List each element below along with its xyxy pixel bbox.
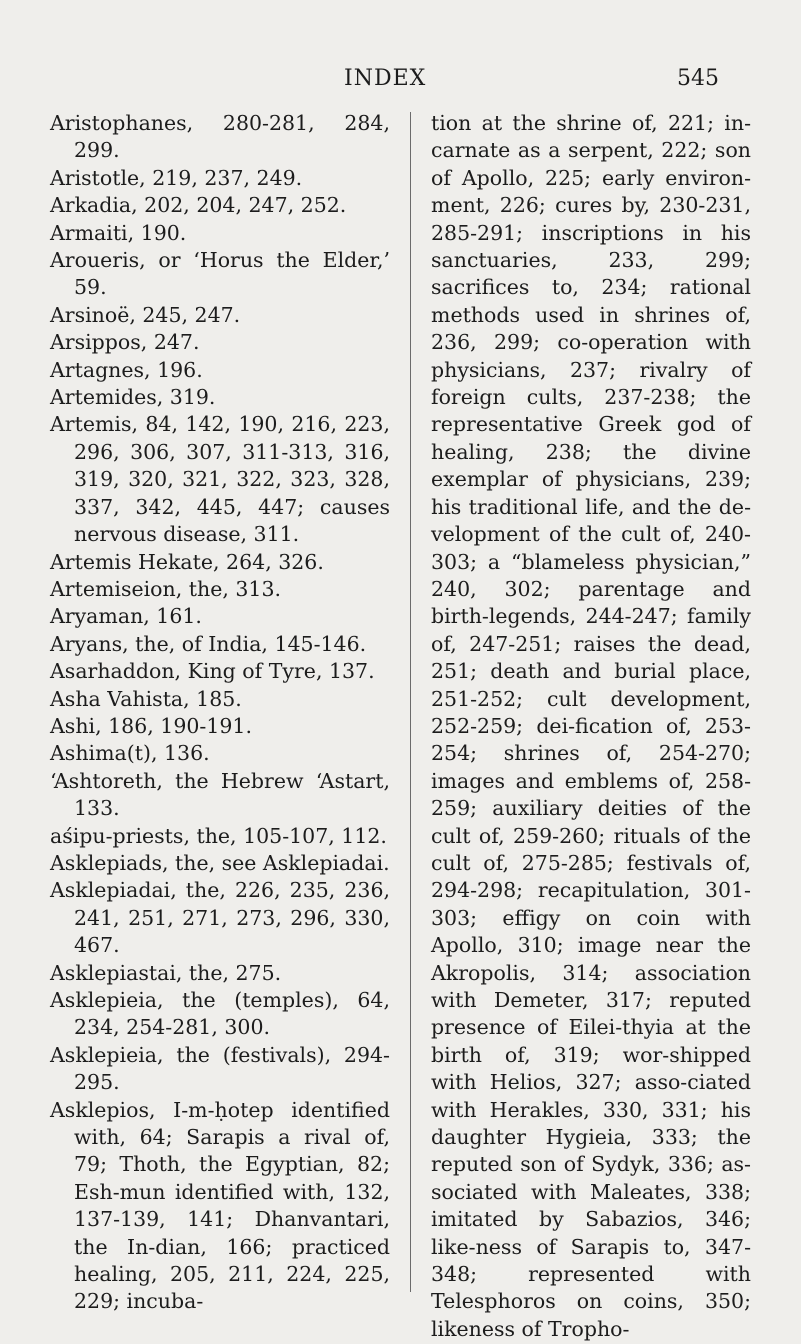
index-entry-continuation: tion at the shrine of, 221; in-carnate as a serpent, 222; son of Apollo, 225; early environ-ment, 226; cures by, 230-231, 285-291; inscriptions in his sanctuaries, 233, 299; sacrifices to, 234; rational methods used in shrines of, 236, 299; co-operation with physicians, 237; rivalry of foreign cults, 237-238; the representative Greek god of healing, 238; the divine exemplar of physicians, 239; his traditional life, and the de-velopment of the cult of, 240-303; a “blameless physician,” 240, 302; parentage and birth-legends, 244-247; family of, 247-251; raises the dead, 251; death and burial place, 251-252; cult development, 252-259; dei-fication of, 253-254; shrines of, 254-270; images and emblems of, 258-259; auxiliary deities of the cult of, 259-260; rituals of the cult of, 275-285; festivals of, 294-298; recapitulation, 301-303; effigy on coin with Apollo, 310; image near the Akropolis, 314; association with Demeter, 317; reputed presence of Eilei-thyia at the birth of, 319; wor-shipped with Helios, 327; asso-ciated with Herakles, 330, 331; his daughter Hygieia, 333; the reputed son of Sydyk, 336; as-sociated with Maleates, 338; imitated by Sabazios, 346; like-ness of Sarapis to, 347-348; represented with Telesphoros on coins, 350; likeness of Tropho- (431, 111, 751, 1341)
index-entry: Asarhaddon, King of Tyre, 137. (50, 659, 375, 684)
index-right-column (431, 110, 751, 1343)
index-entry: Artemides, 319. (50, 385, 216, 410)
index-entry: Ashima(t), 136. (50, 741, 210, 766)
index-entry: Artagnes, 196. (50, 357, 203, 382)
index-left-column (50, 110, 390, 1316)
index-entry: ‘Ashtoreth, the Hebrew ‘Astart, 133. (50, 768, 390, 821)
index-entry: Arsinoë, 245, 247. (50, 302, 241, 327)
index-entry: Asklepiadai, the, 226, 235, 236, 241, 251, 271, 273, 296, 330, 467. (50, 878, 390, 958)
page-number: 545 (677, 66, 719, 91)
index-entry: Asha Vahista, 185. (50, 686, 242, 711)
index-entry: Arkadia, 202, 204, 247, 252. (50, 193, 347, 218)
index-entry: Asklepieia, the (festivals), 294-295. (50, 1042, 390, 1095)
index-entry: Asklepios, I-m-ḥotep identified with, 64; Sarapis a rival of, 79; Thoth, the Egyptian, 82; Esh-mun identified with, 132, 137-139, 141; Dhanvantari, the In-dian, 166; practiced healing, 205, 211, 224, 225, 229; incuba- (50, 1097, 390, 1314)
index-entry: Asklepiastai, the, 275. (50, 960, 282, 985)
column-divider (410, 112, 411, 1292)
page-header (0, 66, 801, 96)
index-entry: Aristophanes, 280-281, 284, 299. (50, 111, 390, 163)
index-entry: Aryans, the, of India, 145-146. (50, 631, 367, 656)
index-entry: Aryaman, 161. (50, 604, 202, 629)
index-entry: Asklepieia, the (temples), 64, 234, 254-281, 300. (50, 988, 390, 1040)
index-entry: Artemiseion, the, 313. (50, 576, 282, 601)
index-entry: Aroueris, or ‘Horus the Elder,’ 59. (50, 248, 390, 300)
running-title: INDEX (344, 66, 427, 91)
index-entry: Asklepiads, the, see Asklepiadai. (50, 850, 390, 875)
index-entry: Armaiti, 190. (50, 220, 187, 245)
index-entry: Artemis Hekate, 264, 326. (50, 549, 324, 574)
index-entry: Arsippos, 247. (50, 330, 200, 355)
index-entry: aśipu-priests, the, 105-107, 112. (50, 823, 387, 848)
index-entry: Ashi, 186, 190-191. (50, 713, 252, 738)
index-entry: Aristotle, 219, 237, 249. (50, 165, 303, 190)
index-entry: Artemis, 84, 142, 190, 216, 223, 296, 306, 307, 311-313, 316, 319, 320, 321, 322, 323, 328, 337, 342, 445, 447; causes nervous disease, 311. (50, 412, 390, 547)
